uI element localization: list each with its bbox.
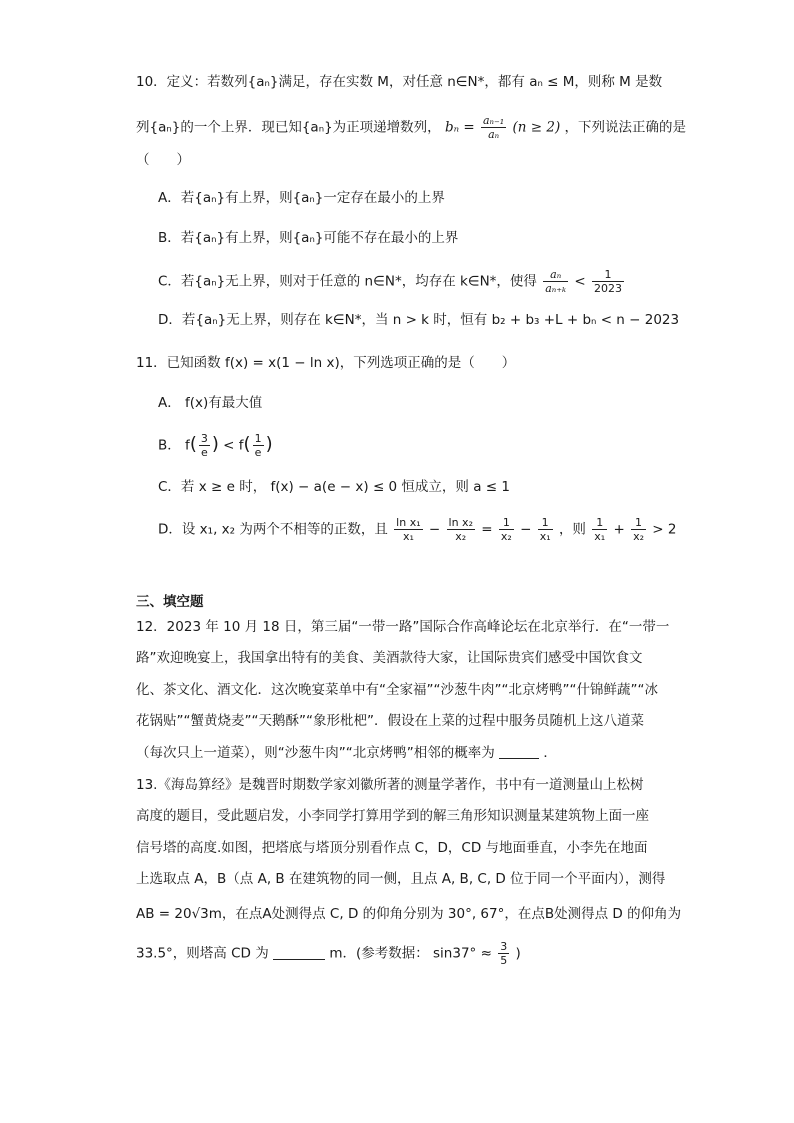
- q10-option-c-frac2-den: 2023: [593, 282, 622, 295]
- q13-line5: AB = 20√3m，在点A处测得点 C, D 的仰角分别为 30°, 67°，在点B处测得点 D 的仰角为: [136, 906, 682, 922]
- q10-bn-lhs: bₙ =: [444, 119, 475, 136]
- q11-option-d-frac3: [499, 516, 514, 543]
- q11-option-d-end: > 2: [652, 521, 677, 538]
- q13-line1: 13.《海岛算经》是魏晋时期数学家刘徽所著的测量学著作，书中有一道测量山上松树: [136, 777, 644, 793]
- q13-line6-mid: m．(参考数据： sin37° ≈: [329, 945, 492, 962]
- q10-option-c-frac1-den: aₙ₊ₖ: [545, 282, 567, 295]
- q13-line2: 高度的题目，受此题启发，小李同学打算用学到的解三角形知识测量某建筑物上面一座: [136, 808, 649, 824]
- q13-line6-end: ): [515, 945, 521, 962]
- q11-option-d-frac3-num: 1: [499, 516, 514, 530]
- q11-option-c: C．若 x ≥ e 时， f(x) − a(e − x) ≤ 0 恒成立，则 a ≤ 1: [158, 479, 510, 495]
- q12-line1: 12．2023 年 10 月 18 日，第三届“一带一路”国际合作高峰论坛在北京举行．在“一带一: [136, 619, 670, 635]
- q13-line6: [136, 940, 521, 967]
- q10-line2b: ，下列说法正确的是: [564, 119, 687, 136]
- q12-line4: 花锅贴”“蟹黄烧麦”“天鹅酥”“象形枇杷”．假设在上菜的过程中服务员随机上这八道菜: [136, 713, 644, 729]
- q11-option-d-frac4-den: x₁: [539, 530, 551, 543]
- q13-answer-blank[interactable]: [273, 945, 325, 960]
- q13-line4: 上选取点 A，B（点 A, B 在建筑物的同一侧，且点 A, B, C, D 位于同一个平面内），测得: [136, 871, 666, 887]
- q10-line1: 10．定义：若数列{aₙ}满足，存在实数 M，对任意 n∈N*，都有 aₙ ≤ M，则称 M 是数: [136, 74, 663, 90]
- q11-option-b-frac2: [253, 432, 264, 459]
- q11-option-b-frac1-num: 3: [200, 432, 208, 445]
- section-heading: 三、填空题: [136, 594, 204, 610]
- q11-option-b: B． f( $\frac{3}{e}$ ) < f( $\frac{1}{e}$ ): [158, 432, 273, 459]
- q11-option-d-frac6-den: x₂: [633, 530, 644, 543]
- q10-option-c-text: C．若{aₙ}无上界，则对于任意的 n∈N*，均存在 k∈N*，使得: [158, 273, 537, 290]
- q12-line5-end: ．: [543, 745, 557, 761]
- q10-option-c-frac2: [592, 268, 624, 295]
- q11-stem: 11．已知函数 f(x) = x(1 − ln x)，下列选项正确的是（ ）: [136, 355, 516, 371]
- q12-answer-blank[interactable]: [499, 744, 539, 759]
- q11-option-d-frac3-den: x₂: [500, 530, 512, 543]
- q10-option-c: [158, 268, 626, 295]
- q12-line3: 化、茶文化、酒文化．这次晚宴菜单中有“全家福”“沙葱牛肉”“北京烤鸭”“什锦鲜蔬”“冰: [136, 682, 658, 698]
- q12-line5-text: （每次只上一道菜），则“沙葱牛肉”“北京烤鸭”相邻的概率为: [136, 745, 495, 761]
- q11-option-b-frac1: [199, 432, 210, 459]
- q11-option-b-mid: < f: [223, 437, 244, 454]
- q10-bn-condition: (n ≥ 2): [512, 119, 561, 136]
- q11-option-d-then: ，则: [558, 521, 586, 538]
- q11-option-b-frac2-num: 1: [254, 432, 262, 445]
- q13-line6-pre: 33.5°，则塔高 CD 为: [136, 945, 269, 962]
- q11-option-b-frac2-den: e: [254, 446, 262, 459]
- q11-option-a: A． f(x)有最大值: [158, 395, 263, 411]
- q11-option-d-frac4: [538, 516, 553, 543]
- q10-option-c-lt: <: [574, 273, 586, 290]
- q11-option-d-frac5-den: x₁: [594, 530, 606, 543]
- q10-option-b: B．若{aₙ}有上界，则{aₙ}可能不存在最小的上界: [158, 230, 459, 246]
- q12-line5: [136, 743, 557, 763]
- q11-option-d-frac1-den: x₁: [402, 530, 414, 543]
- q10-option-c-frac2-num: 1: [592, 268, 624, 282]
- q11-option-d-frac2-den: x₂: [455, 530, 467, 543]
- q10-line2a: 列{aₙ}的一个上界．现已知{aₙ}为正项递增数列，: [136, 119, 441, 136]
- q13-reference-frac-num: 3: [500, 940, 508, 953]
- q11-option-d-frac1: [394, 516, 422, 543]
- q10-bn-denominator: aₙ: [488, 128, 500, 141]
- q10-answer-paren: （ ）: [136, 152, 190, 168]
- q11-option-d-eq: =: [481, 521, 493, 538]
- q13-line3: 信号塔的高度.如图，把塔底与塔顶分别看作点 C，D，CD 与地面垂直，小李先在地面: [136, 840, 648, 856]
- q11-option-d-minus2: −: [520, 521, 532, 538]
- q11-option-b-pre: B． f: [158, 437, 190, 454]
- q10-option-d: D．若{aₙ}无上界，则存在 k∈N*，当 n > k 时，恒有 b₂ + b₃ +L + bₙ < n − 2023: [158, 312, 680, 328]
- q11-option-d-frac2: [447, 516, 475, 543]
- q12-line2: 路”欢迎晚宴上，我国拿出特有的美食、美酒款待大家，让国际贵宾们感受中国饮食文: [136, 650, 643, 666]
- q11-option-d-frac5-num: 1: [592, 516, 607, 530]
- q11-option-d-frac2-num: ln x₂: [448, 516, 473, 529]
- q10-option-c-frac1: [543, 268, 568, 295]
- q10-option-c-frac1-num: aₙ: [543, 268, 568, 282]
- q10-bn-fraction: [481, 114, 506, 141]
- q10-bn-numerator: aₙ₋₁: [482, 114, 505, 127]
- q11-option-d: [158, 516, 676, 543]
- q11-option-d-frac1-num: ln x₁: [396, 516, 421, 529]
- q10-option-a: A．若{aₙ}有上界，则{aₙ}一定存在最小的上界: [158, 190, 445, 206]
- q11-option-d-plus: +: [613, 521, 625, 538]
- q11-option-d-minus1: −: [428, 521, 441, 538]
- q11-option-d-frac5: [592, 516, 607, 543]
- q11-option-d-frac6: [631, 516, 646, 543]
- q11-option-d-pre: D．设 x₁, x₂ 为两个不相等的正数，且: [158, 521, 388, 538]
- q10-line2: [136, 114, 686, 141]
- q13-reference-frac-den: 5: [500, 954, 508, 967]
- q11-option-d-frac6-num: 1: [631, 516, 646, 530]
- q11-option-b-frac1-den: e: [200, 446, 208, 459]
- q11-option-d-frac4-num: 1: [538, 516, 553, 530]
- q13-reference-frac: [498, 940, 509, 967]
